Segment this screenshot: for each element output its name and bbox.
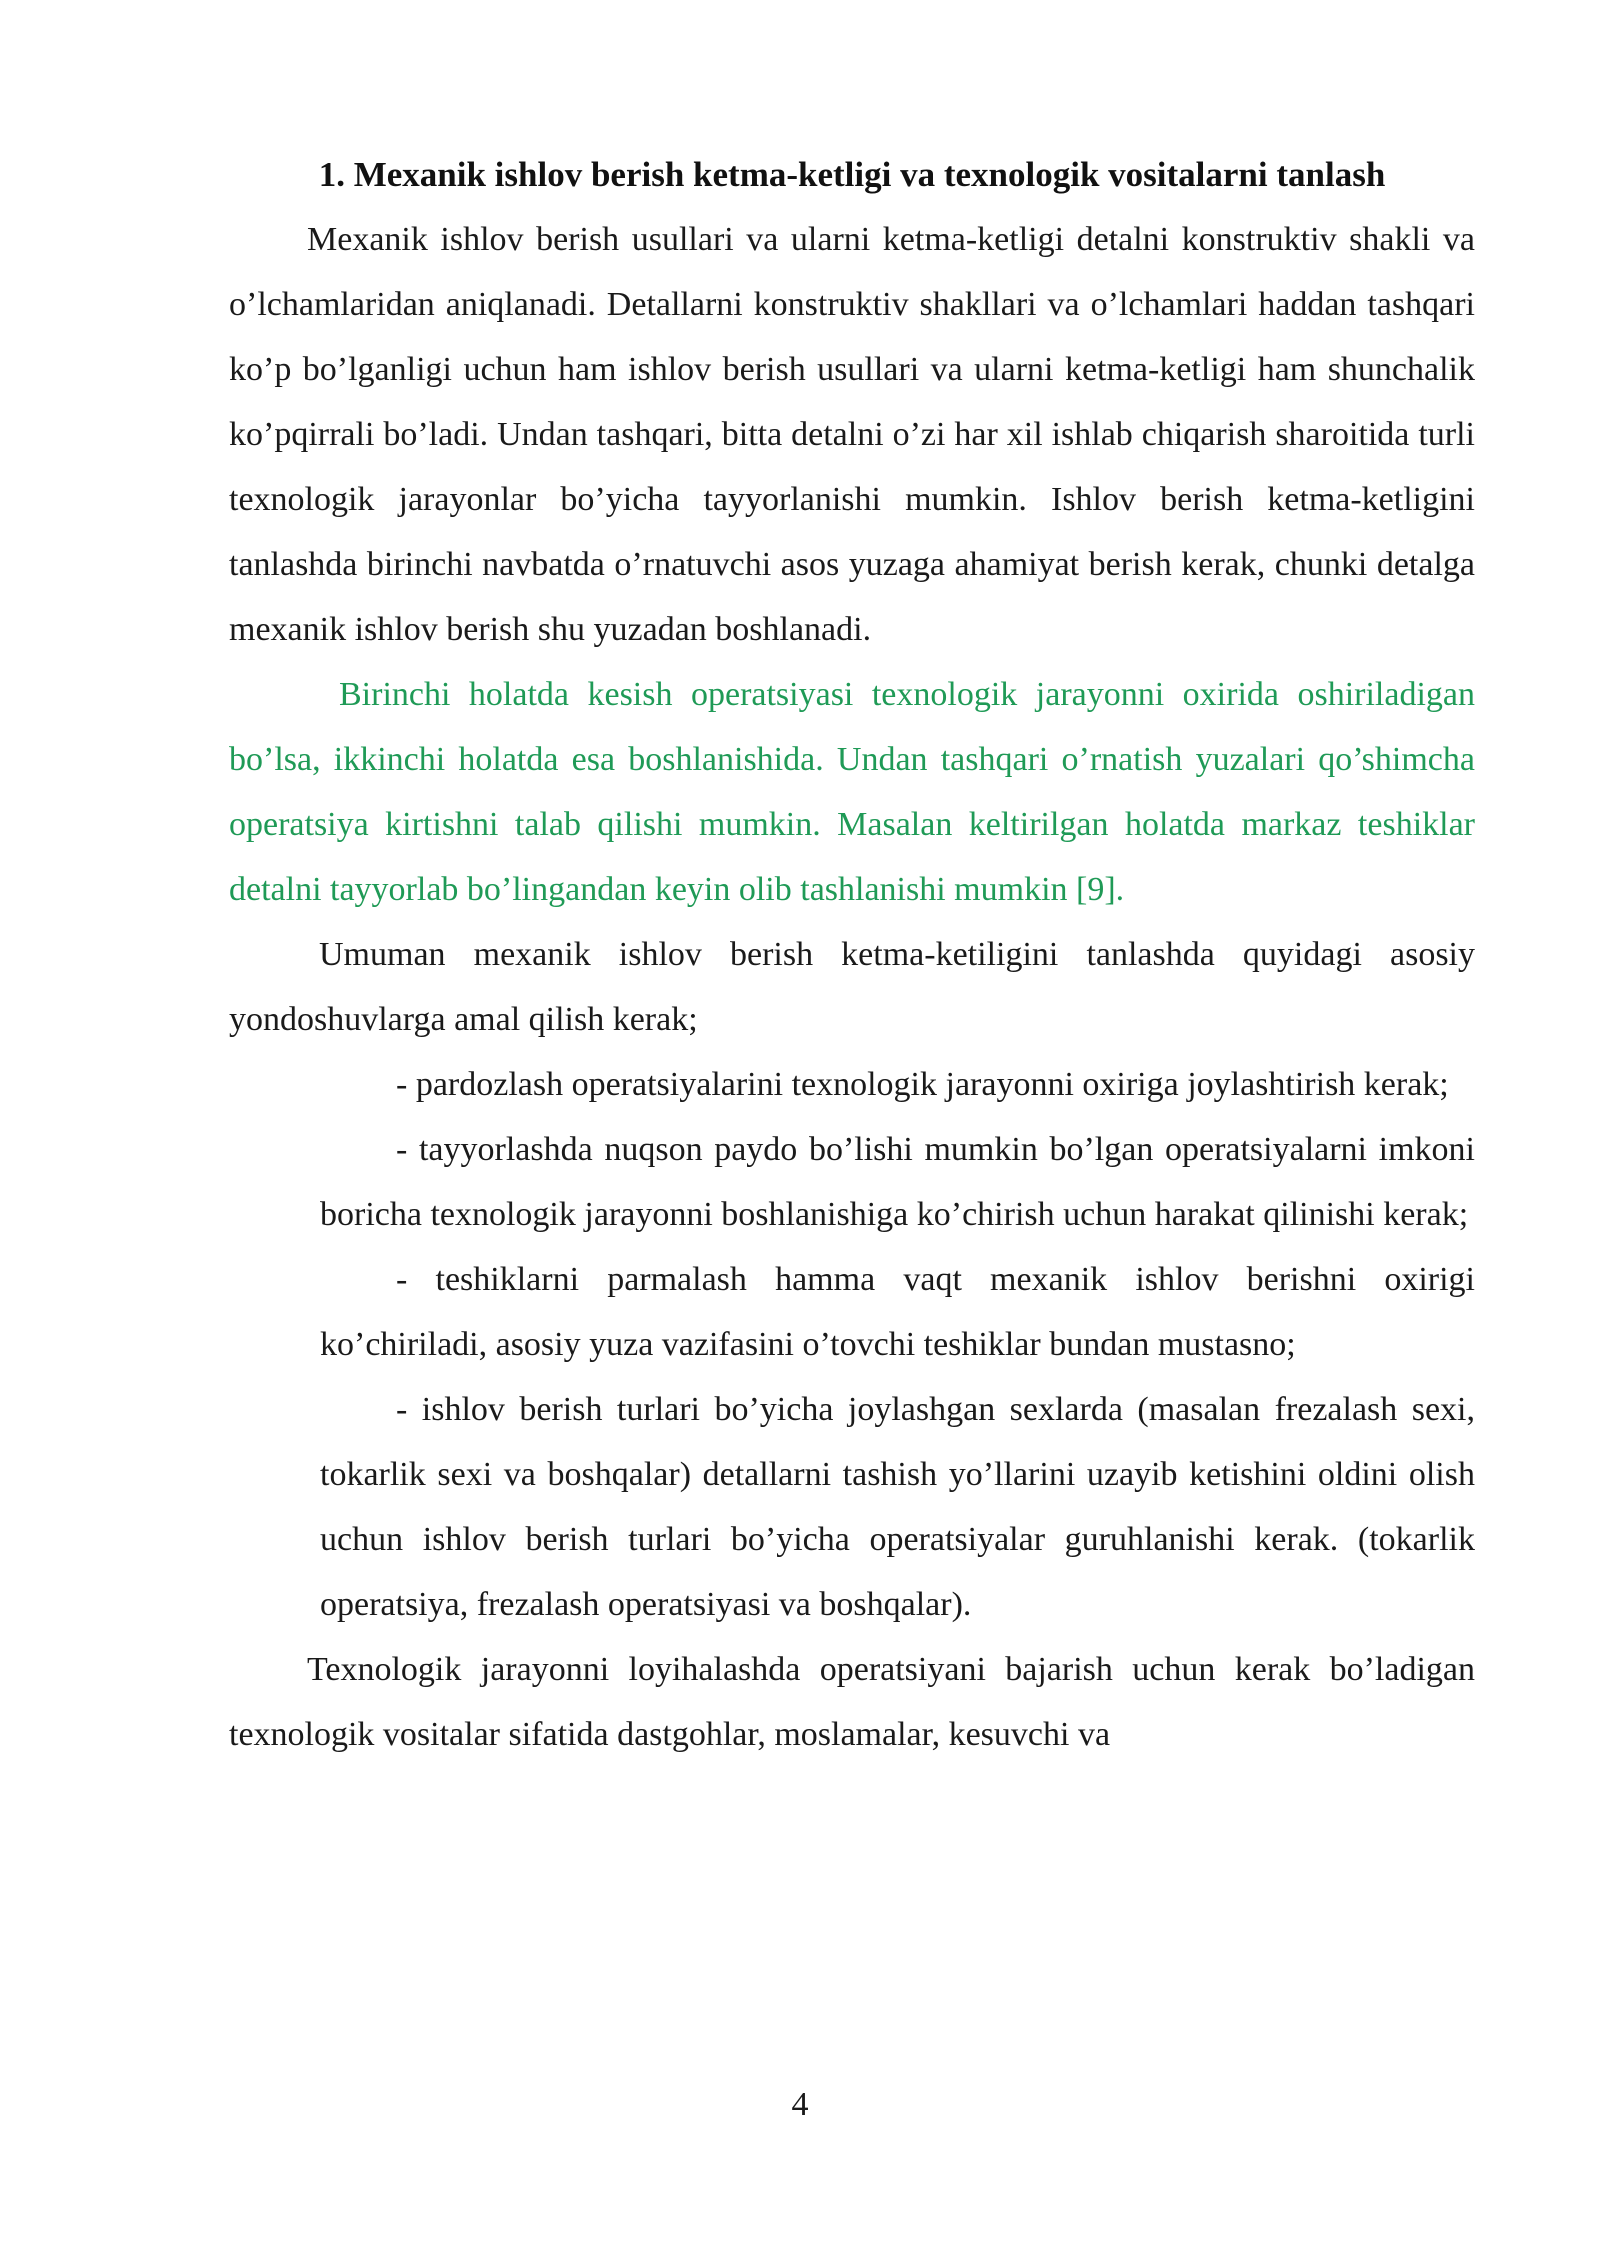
list-item: - pardozlash operatsiyalarini texnologik jarayonni oxiriga joylashtirish kerak; [396, 1066, 1449, 1103]
paragraph-intro: Mexanik ishlov berish usullari va ularni ketma-ketligi detalni konstruktiv shakli va o’lchamlaridan aniqlanadi. Detallarni konstruktiv shakllari va o’lchamlari haddan tashqari ko’p bo’lganligi uchun ham ishlov berish usullari va ularni ketma-ketligi ham shunchalik ko’pqirrali bo’ladi. Undan tashqari, bitta detalni o’zi har xil ishlab chiqarish sharoitida turli texnologik jarayonlar bo’yicha tayyorlanishi mumkin. Ishlov berish ketma-ketligini tanlashda birinchi navbatda o’rnatuvchi asos yuzaga ahamiyat berish kerak, chunki detalga mexanik ishlov berish shu yuzadan boshlanadi. [229, 221, 1475, 648]
section-heading: 1. Mexanik ishlov berish ketma-ketligi va texnologik vositalarni tanlash [318, 155, 1386, 194]
paragraph-tools: Texnologik jarayonni loyihalashda operatsiyani bajarish uchun kerak bo’ladigan texnologik vositalar sifatida dastgohlar, moslamalar, kesuvchi va [229, 1651, 1475, 1753]
paragraph-highlighted: Birinchi holatda kesish operatsiyasi texnologik jarayonni oxirida oshiriladigan bo’lsa, ikkinchi holatda esa boshlanishida. Undan tashqari o’rnatish yuzalari qo’shimcha operatsiya kirtishni talab qilishi mumkin. Masalan keltirilgan holatda markaz teshiklar detalni tayyorlab bo’lingandan keyin olib tashlanishi mumkin [9]. [229, 676, 1475, 908]
list-item: - tayyorlashda nuqson paydo bo’lishi mumkin bo’lgan operatsiyalarni imkoni boricha texnologik jarayonni boshlanishiga ko’chirish uchun harakat qilinishi kerak; [320, 1131, 1475, 1233]
list-item: - teshiklarni parmalash hamma vaqt mexanik ishlov berishni oxirigi ko’chiriladi, asosiy yuza vazifasini o’tovchi teshiklar bundan mustasno; [320, 1261, 1475, 1363]
paragraph-approaches: Umuman mexanik ishlov berish ketma-ketiligini tanlashda quyidagi asosiy yondoshuvlarga amal qilish kerak; [229, 936, 1475, 1038]
page-number: 4 [791, 2086, 809, 2123]
document-page [229, 142, 1475, 1767]
approaches-list [229, 1052, 1475, 1637]
list-item: - ishlov berish turlari bo’yicha joylashgan sexlarda (masalan frezalash sexi, tokarlik sexi va boshqalar) detallarni tashish yo’llarini uzayib ketishini oldini olish uchun ishlov berish turlari bo’yicha operatsiyalar guruhlanishi kerak. (tokarlik operatsiya, frezalash operatsiyasi va boshqalar). [320, 1391, 1475, 1623]
